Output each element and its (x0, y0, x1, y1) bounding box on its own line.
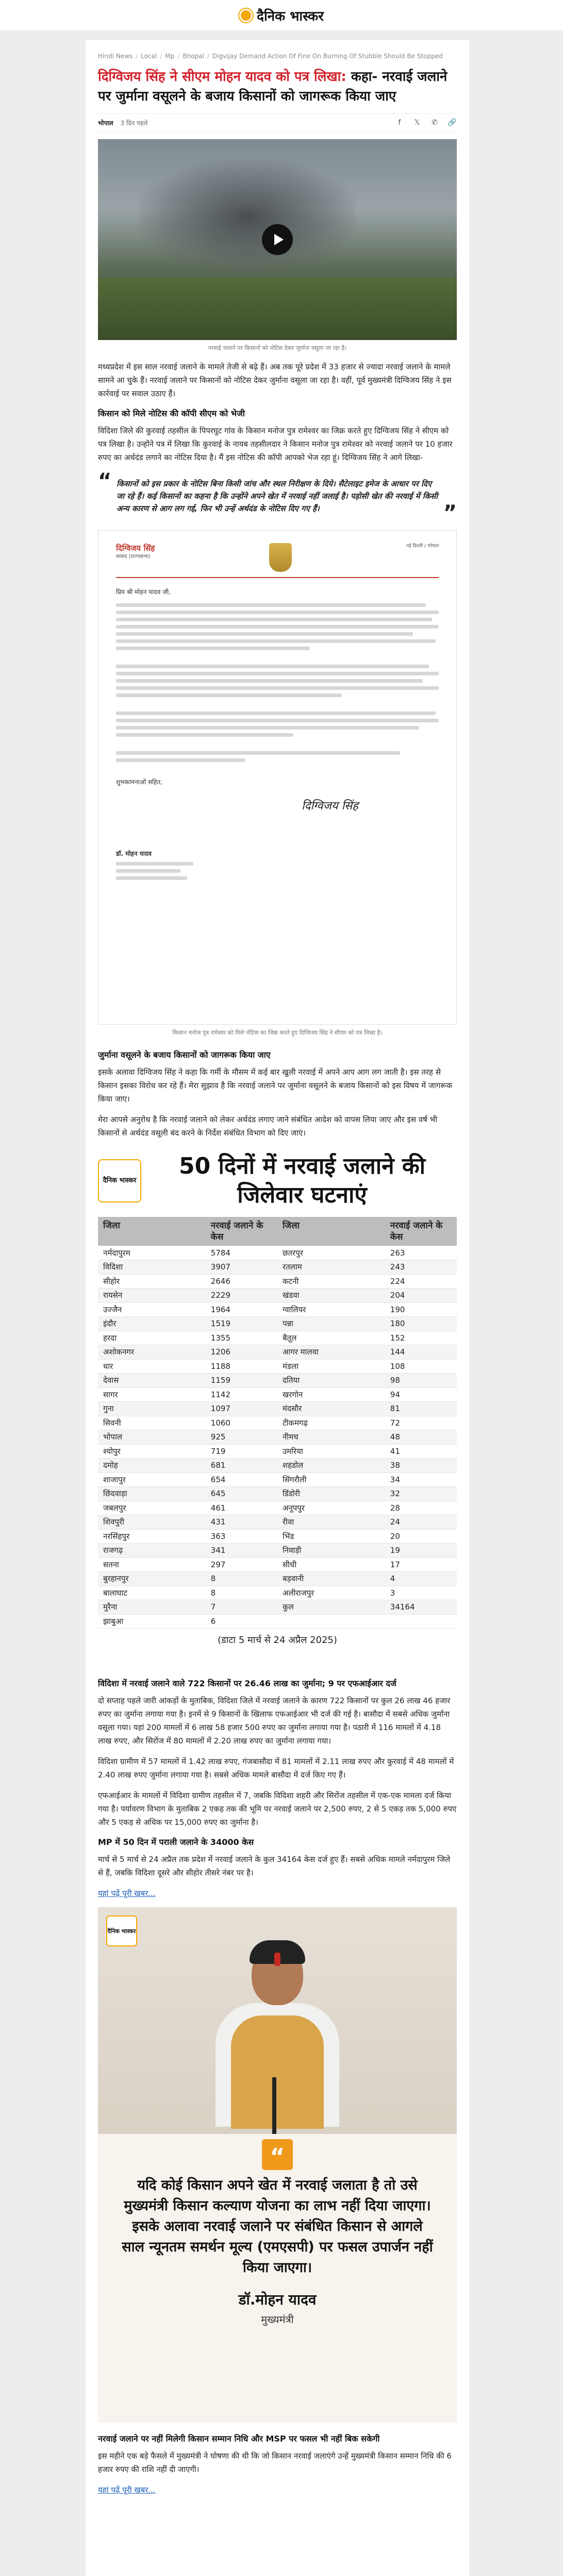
table-row (98, 1374, 457, 1388)
site-logo[interactable] (239, 6, 324, 25)
site-header (0, 0, 563, 31)
table-cell: 7 (206, 1600, 277, 1615)
table-cell: टीकमगढ़ (277, 1416, 385, 1430)
letter-contact: नई दिल्ली / भोपाल (406, 544, 439, 549)
table-cell: 719 (206, 1444, 277, 1459)
headline-highlight: दिग्विजय सिंह ने सीएम मोहन यादव को पत्र लिखा: (98, 69, 346, 84)
table-cell: 81 (385, 1402, 457, 1416)
table-cell: 20 (385, 1529, 457, 1544)
table-cell: बैतूल (277, 1331, 385, 1345)
table-cell: 363 (206, 1529, 277, 1544)
table-cell: 1097 (206, 1402, 277, 1416)
table-cell: खरगोन (277, 1387, 385, 1402)
table-cell: शिवपुरी (98, 1515, 206, 1530)
read-more-link[interactable]: यहां पढ़ें पूरी खबर... (98, 1889, 156, 1898)
table-row (98, 1487, 457, 1501)
breadcrumb-separator: / (160, 53, 162, 60)
table-cell: नरसिंहपुर (98, 1529, 206, 1544)
district-table (98, 1217, 457, 1629)
breadcrumb-separator: / (207, 53, 209, 60)
table-cell: बड़वानी (277, 1572, 385, 1586)
table-cell: झाबुआ (98, 1614, 206, 1629)
table-header-cell: नरवाई जलाने के केस (385, 1217, 457, 1246)
table-row (98, 1472, 457, 1487)
table-cell: 41 (385, 1444, 457, 1459)
breadcrumb (98, 53, 457, 60)
table-cell: 8 (206, 1572, 277, 1586)
table-cell: 263 (385, 1246, 457, 1260)
table-cell: आगर मालवा (277, 1345, 385, 1360)
table-cell: 34 (385, 1472, 457, 1487)
table-row (98, 1416, 457, 1430)
table-cell: 1964 (206, 1302, 277, 1317)
table-cell: 180 (385, 1317, 457, 1331)
table-cell: इंदौर (98, 1317, 206, 1331)
table-cell: 32 (385, 1487, 457, 1501)
table-cell: 108 (385, 1359, 457, 1374)
paragraph: मेरा आपसे अनुरोध है कि नरवाई जलाने को लेकर अर्थदंड लगाए जाने संबंधित आदेश को वापस लिया जाए और इस वर्ष भी किसानों से अर्थदंड वसूली बंद करने के निर्देश संबंधित विभाग को दिए जाएं। (98, 1115, 437, 1138)
quote-icon: “ (262, 2139, 293, 2170)
table-cell: छिंदवाड़ा (98, 1487, 206, 1501)
breadcrumb-item[interactable]: Digvijay Demand Action Of Fine On Burning Of Stubble Should Be Stopped (212, 53, 443, 60)
table-row (98, 1289, 457, 1303)
page-title (98, 67, 457, 106)
read-more-link[interactable]: यहां पढ़ें पूरी खबर... (98, 2485, 156, 2495)
letter-caption: किसान मनोज पुत्र रामेश्वर को मिले नोटिस का जिक्र करते हुए दिग्विजय सिंह ने सीएम को पत्र लिखा है। (172, 1029, 383, 1036)
table-cell: 925 (206, 1430, 277, 1445)
table-cell: 1142 (206, 1387, 277, 1402)
table-cell: रतलाम (277, 1260, 385, 1275)
breadcrumb-item[interactable]: Mp (165, 53, 175, 60)
table-cell: हरदा (98, 1331, 206, 1345)
video-caption: नरवाई जलाने पर किसानों को नोटिस देकर जुर्माना वसूला जा रहा है। (208, 345, 347, 351)
table-cell (277, 1614, 385, 1629)
table-cell: सीहोर (98, 1274, 206, 1289)
table-cell: 2646 (206, 1274, 277, 1289)
table-cell: शाजापुर (98, 1472, 206, 1487)
letter-closing: शुभकामनाओं सहित, (116, 778, 163, 786)
table-row (98, 1387, 457, 1402)
table-header-row (98, 1217, 457, 1246)
table-cell: सीधी (277, 1557, 385, 1572)
table-row (98, 1345, 457, 1360)
paragraph: दो सप्ताह पहले जारी आंकड़ों के मुताबिक, विदिशा जिले में नरवाई जलाने के कारण 722 किसानों पर कुल 26 लाख 46 हजार रुपए का जुर्माना लगाया गया है। इनमें से 9 किसानों के खिलाफ एफआईआर भी दर्ज की गई है। बासौदा में सबसे अधिक जुर्माना वसूला गया। यहां 200 मामलों में 6 लाख 58 हजार 500 रुपए का जुर्माना लगाया गया है। पठारी में 116 मामलों में 4.18 लाख रुपए, और सिरोंज में 80 मामलों में 2.20 लाख रुपए का जुर्माना लगाया गया। (98, 1696, 451, 1745)
photo-logo: दैनिक भास्कर (106, 1916, 137, 1946)
play-icon[interactable] (262, 224, 293, 255)
table-cell: 17 (385, 1557, 457, 1572)
table-cell: 243 (385, 1260, 457, 1275)
paragraph: एफआईआर के मामलों में विदिशा ग्रामीण तहसील में 7, जबकि विदिशा शहरी और सिरोंज तहसील में एक-एक मामला दर्ज किया गया है। पर्यावरण विभाग के मुताबिक 2 एकड़ तक की भूमि पर नरवाई जलाने पर 2,500 रुपए, 2 से 5 एकड़ तक 5,000 रुपए और 5 एकड़ से अधिक पर 15,000 रुपए का जुर्माना है। (98, 1791, 457, 1827)
breadcrumb-item[interactable]: Hindi News (98, 53, 133, 60)
table-cell: जबलपुर (98, 1501, 206, 1515)
cm-quote-text: यदि कोई किसान अपने खेत में नरवाई जलाता है तो उसे मुख्यमंत्री किसान कल्याण योजना का लाभ नहीं दिया जाएगा। इसके अलावा नरवाई जलाने पर संबंधित किसान से आगले साल न्यूनतम समर्थन मूल्य (एमएसपी) पर फसल उपार्जन नहीं किया जाएगा। (122, 2177, 433, 2276)
letter-sender-name: दिग्विजय सिंह (116, 544, 155, 553)
sun-logo-icon (239, 9, 253, 22)
table-cell: 1060 (206, 1416, 277, 1430)
letter-address (116, 862, 439, 880)
table-cell: सिंगरौली (277, 1472, 385, 1487)
table-cell: 1519 (206, 1317, 277, 1331)
letter-recipient: डॉ. मोहन यादव (116, 850, 152, 857)
table-row (98, 1529, 457, 1544)
table-cell: 3907 (206, 1260, 277, 1275)
table-cell: रायसेन (98, 1289, 206, 1303)
article-meta (98, 113, 457, 132)
table-cell: 3 (385, 1586, 457, 1600)
table-cell: 654 (206, 1472, 277, 1487)
table-cell: 28 (385, 1501, 457, 1515)
table-cell: 4 (385, 1572, 457, 1586)
quote-open-icon: “ (98, 469, 112, 493)
table-cell: 72 (385, 1416, 457, 1430)
table-row (98, 1359, 457, 1374)
table-row (98, 1430, 457, 1445)
table-cell: धार (98, 1359, 206, 1374)
cm-name: डॉ.मोहन यादव (238, 2291, 317, 2308)
table-cell: अलीराजपुर (277, 1586, 385, 1600)
table-cell: 645 (206, 1487, 277, 1501)
letter-signature: दिग्विजय सिंह (302, 800, 358, 812)
breadcrumb-item[interactable]: Bhopal (183, 53, 204, 60)
table-cell: 190 (385, 1302, 457, 1317)
section-heading: MP में 50 दिन में पराली जलाने के 34000 केस (98, 1837, 254, 1847)
smoke-image (139, 160, 356, 273)
table-row (98, 1444, 457, 1459)
video-player[interactable] (98, 139, 457, 340)
table-cell: पन्ना (277, 1317, 385, 1331)
table-cell: मुरैना (98, 1600, 206, 1615)
table-header-cell: नरवाई जलाने के केस (206, 1217, 277, 1246)
section-heading: किसान को मिले नोटिस की कॉपी सीएम को भेजी (98, 409, 245, 418)
paragraph: मध्यप्रदेश में इस साल नरवाई जलाने के मामले तेजी से बढ़े हैं। अब तक पूरे प्रदेश में 33 हजार से ज्यादा नरवाई जलाने के मामले सामने आ चुके हैं। नरवाई जलाने पर किसानों को नोटिस देकर जुर्माना वसूला जा रहा है। वहीं, पूर्व मुख्यमंत्री दिग्विजय सिंह ने इस कार्रवाई पर सवाल उठाए हैं। (98, 362, 452, 398)
breadcrumb-item[interactable]: Local (141, 53, 157, 60)
table-cell: अनूपपुर (277, 1501, 385, 1515)
pull-quote (98, 469, 457, 525)
location: भोपाल (98, 119, 113, 127)
paragraph: इसके अलावा दिग्विजय सिंह ने कहा कि गर्मी के मौसम में कई बार खुली नरवाई में अपने आप आग लग जाती है। इस तरह से किसान इसका विरोध कर रहे हैं। मेरा सुझाव है कि नरवाई जलाने पर जुर्माना वसूलने के बजाय किसानों को इस विषय में जागरूक किया जाए। (98, 1067, 453, 1104)
table-cell: बुरहानपुर (98, 1572, 206, 1586)
table-cell: कुल (277, 1600, 385, 1615)
table-row (98, 1402, 457, 1416)
link-icon[interactable]: 🔗 (448, 118, 457, 127)
table-row (98, 1459, 457, 1473)
table-cell: दतिया (277, 1374, 385, 1388)
table-cell: 98 (385, 1374, 457, 1388)
table-row (98, 1600, 457, 1615)
cm-photo (216, 1943, 339, 2129)
table-row (98, 1614, 457, 1629)
table-cell: सिवनी (98, 1416, 206, 1430)
table-cell: 5784 (206, 1246, 277, 1260)
table-cell: कटनी (277, 1274, 385, 1289)
table-row (98, 1515, 457, 1530)
table-cell: विदिशा (98, 1260, 206, 1275)
table-cell: 341 (206, 1544, 277, 1558)
table-cell: 19 (385, 1544, 457, 1558)
table-cell: उज्जैन (98, 1302, 206, 1317)
table-cell: 8 (206, 1586, 277, 1600)
whatsapp-icon[interactable]: ✆ (432, 118, 438, 127)
table-cell: 461 (206, 1501, 277, 1515)
cm-role: मुख्यमंत्री (261, 2313, 294, 2326)
table-cell: छतरपुर (277, 1246, 385, 1260)
emblem-icon (269, 543, 292, 572)
table-cell: 1206 (206, 1345, 277, 1360)
table-row (98, 1317, 457, 1331)
table-cell: रीवा (277, 1515, 385, 1530)
table-row (98, 1572, 457, 1586)
cm-quote-box (98, 2134, 457, 2422)
table-cell: 6 (206, 1614, 277, 1629)
table-cell: 1355 (206, 1331, 277, 1345)
breadcrumb-separator: / (136, 53, 138, 60)
site-logo-text: दैनिक भास्कर (257, 8, 324, 24)
table-row (98, 1544, 457, 1558)
section-heading: जुर्माना वसूलने के बजाय किसानों को जागरूक किया जाए (98, 1050, 271, 1060)
quote-close-icon: ” (443, 501, 457, 525)
table-title: 50 दिनों में नरवाई जलाने की जिलेवार घटनाएं (178, 1153, 426, 1208)
table-cell: नीमच (277, 1430, 385, 1445)
section-heading: नरवाई जलाने पर नहीं मिलेगी किसान सम्मान निधि और MSP पर फसल भी नहीं बिक सकेगी (98, 2434, 380, 2444)
table-cell: बालाघाट (98, 1586, 206, 1600)
table-cell: निवाड़ी (277, 1544, 385, 1558)
table-row (98, 1246, 457, 1260)
paragraph: विदिशा ग्रामीण में 57 मामलों में 1.42 लाख रुपए, गंजबासौदा में 81 मामलों में 2.11 लाख रुपए और कुरवाई में 48 मामलों में 2.40 लाख रुपए जुर्माना लगाया गया है। सबसे अधिक मामले बासौदा में दर्ज किए गए हैं। (98, 1757, 454, 1780)
table-cell: ग्वालियर (277, 1302, 385, 1317)
table-cell: सतना (98, 1557, 206, 1572)
district-table-image (98, 1147, 457, 1667)
table-cell: श्योपुर (98, 1444, 206, 1459)
table-cell: 431 (206, 1515, 277, 1530)
table-header-cell: जिला (98, 1217, 206, 1246)
table-cell: 144 (385, 1345, 457, 1360)
table-row (98, 1501, 457, 1515)
table-row (98, 1331, 457, 1345)
table-row (98, 1274, 457, 1289)
paragraph: इस महीने एक बड़े फैसले में मुख्यमंत्री ने घोषणा की थी कि जो किसान नरवाई जलाएंगे उन्हें मुख्यमंत्री किसान सम्मान निधि की 6 हजार रुपए की राशि नहीं दी जाएगी। (98, 2451, 452, 2474)
table-cell: 1188 (206, 1359, 277, 1374)
table-cell: अशोकनगर (98, 1345, 206, 1360)
paragraph: मार्च से 5 मार्च से 24 अप्रैल तक प्रदेश में नरवाई जलाने के कुल 34164 केस दर्ज हुए हैं। सबसे अधिक मामले नर्मदापुरम जिले से हैं, जबकि विदिशा दूसरे और सीहोर तीसरे नंबर पर है। (98, 1855, 451, 1877)
table-cell: राजगढ़ (98, 1544, 206, 1558)
table-cell: 681 (206, 1459, 277, 1473)
table-cell: 34164 (385, 1600, 457, 1615)
timestamp: 3 दिन पहले (120, 119, 148, 127)
paragraph: विदिशा जिले की कुरवाई तहसील के पिपरघुट गांव के किसान मनोज पुत्र रामेश्वर का जिक्र करते हुए दिग्विजय सिंह ने सीएम को पत्र लिखा है। उन्होंने पत्र में लिखा कि कुरवाई के नायब तहसीलदार ने किसान मनोज पुत्र रामेश्वर को नरवाई जलाने पर 10 हजार रुपए का अर्थदंड लगाने का नोटिस दिया है। मैं इस नोटिस की कॉपी आपको भेज रहा हूं। दिग्विजय सिंह ने आगे लिखा- (98, 426, 453, 462)
table-cell: भोपाल (98, 1430, 206, 1445)
quote-text: किसानों को इस प्रकार के नोटिस बिना किसी जांच और स्थल निरीक्षण के दिये। सैटेलाइट इमेज के आधार पर दिए जा रहे हैं। कई किसानों का कहना है कि उन्होंने अपने खेत में नरवाई नहीं जलाई है। पड़ोसी खेत की नरवाई में किसी अन्य कारण से आग लग गई, फिर भी उन्हें अर्थदंड के नोटिस दिए गए हैं। (117, 479, 438, 513)
table-cell: 48 (385, 1430, 457, 1445)
table-cell: 1159 (206, 1374, 277, 1388)
table-cell: मंदसौर (277, 1402, 385, 1416)
table-cell: 152 (385, 1331, 457, 1345)
table-cell: शहडोल (277, 1459, 385, 1473)
share-bar (395, 118, 457, 127)
table-row (98, 1302, 457, 1317)
breadcrumb-separator: / (177, 53, 180, 60)
table-row (98, 1557, 457, 1572)
section-heading: विदिशा में नरवाई जलाने वाले 722 किसानों पर 26.46 लाख का जुर्माना; 9 पर एफआईआर दर्ज (98, 1679, 396, 1688)
table-cell: गुना (98, 1402, 206, 1416)
table-cell: मंडला (277, 1359, 385, 1374)
table-cell: 224 (385, 1274, 457, 1289)
table-cell: देवास (98, 1374, 206, 1388)
table-logo: दैनिक भास्कर (98, 1159, 141, 1202)
table-cell: उमरिया (277, 1444, 385, 1459)
letter-image[interactable] (98, 530, 457, 1025)
field-image (98, 278, 457, 340)
letter-salutation: प्रिय श्री मोहन यादव जी, (116, 588, 171, 596)
twitter-icon[interactable]: 𝕏 (414, 118, 420, 127)
article-page (86, 40, 469, 2576)
table-cell: 94 (385, 1387, 457, 1402)
table-row (98, 1260, 457, 1275)
table-cell: खंडवा (277, 1289, 385, 1303)
cm-quote-image (98, 1907, 457, 2422)
table-cell: 38 (385, 1459, 457, 1473)
letter-body (116, 603, 439, 762)
table-cell: सागर (98, 1387, 206, 1402)
table-cell: 204 (385, 1289, 457, 1303)
letter-sender-title: सांसद (राज्यसभा) (116, 554, 151, 560)
table-header-cell: जिला (277, 1217, 385, 1246)
microphone-icon (272, 2077, 276, 2134)
table-cell (385, 1614, 457, 1629)
facebook-icon[interactable]: f (398, 118, 401, 127)
table-cell: भिंड (277, 1529, 385, 1544)
table-cell: दमोह (98, 1459, 206, 1473)
table-cell: डिंडोरी (277, 1487, 385, 1501)
table-cell: 297 (206, 1557, 277, 1572)
table-cell: 24 (385, 1515, 457, 1530)
table-cell: 2229 (206, 1289, 277, 1303)
table-row (98, 1586, 457, 1600)
table-footnote: (डाटा 5 मार्च से 24 अप्रैल 2025) (218, 1635, 337, 1646)
headline-rest: कहा- नरवाई जलाने पर जुर्माना वसूलने के बजाय किसानों को जागरूक किया जाए (98, 69, 448, 104)
table-cell: नर्मदापुरम (98, 1246, 206, 1260)
